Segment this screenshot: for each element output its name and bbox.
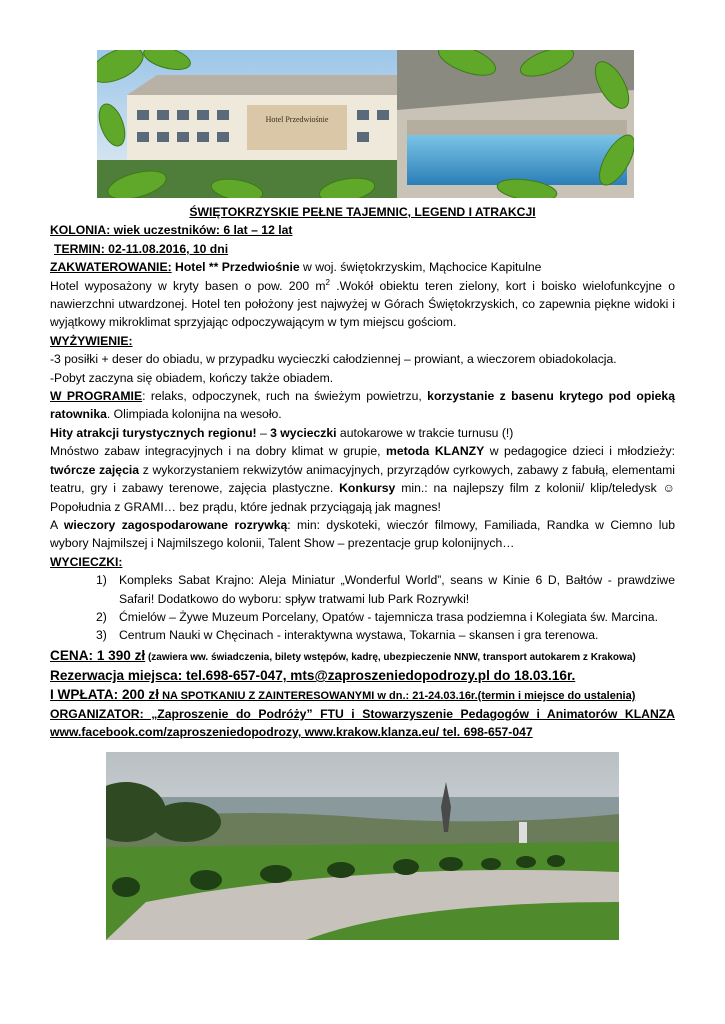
wyzywienie-line-2: -Pobyt zaczyna się obiadem, kończy także obiadem.: [50, 370, 334, 385]
wyzywienie-heading: WYŻYWIENIE:: [50, 333, 133, 348]
list-item: 2) Ćmielów – Żywe Muzeum Porcelany, Opatów - tajemnicza trasa podziemna i Kolegiata św. Marcina.: [96, 609, 658, 624]
hotel-banner-image: [97, 50, 634, 198]
price-line: CENA: 1 390 zł (zawiera ww. świadczenia, bilety wstępów, kadrę, ubezpieczenie NNW, transport autokarem z Krakowa): [50, 647, 636, 663]
wyzywienie-line-1: -3 posiłki + deser do obiadu, w przypadku wycieczki całodziennej – prowiant, a wieczorem obiadokolacja.: [50, 352, 617, 367]
document-body: [50, 203, 675, 742]
organizer-links[interactable]: www.facebook.com/zaproszeniedopodrozy, www.krakow.klanza.eu/ tel. 698-657-047: [50, 725, 533, 740]
hotel-sign: Hotel Przedwiośnie: [265, 115, 329, 124]
list-item: 1) Kompleks Sabat Krajno: Aleja Miniatur „Wonderful World”, seans w Kinie 6 D, Bałtów - prawdziwe Safari! Dodatkowo do wyboru: spływ tratwami lub Park Rozrywki!: [96, 573, 675, 606]
zabawy-paragraph: Mnóstwo zabaw integracyjnych i na dobry klimat w grupie, metoda KLANZY w pedagogice dzieci i młodzieży: twórcze zajęcia z wykorzystaniem rekwizytów animacyjnych, przyrządów cyrkowych, zabawy z fabułą, elementami teatru, gry i zabawy terenowe, zajęcia plastyczne. Konkursy min.: na najlepszy film z kolonii/ klip/teledysk ☺ Popołudnia z GRAMI… bez prądu, które jednak przyciągają jak magnes!: [50, 444, 676, 514]
reservation-line: Rezerwacja miejsca: tel.698-657-047, mts@zaproszeniedopodrozy.pl do 18.03.16r.: [50, 668, 576, 684]
wycieczki-list: [50, 571, 675, 645]
wieczory-paragraph: A wieczory zagospodarowane rozrywką: min: dyskoteki, wieczór filmowy, Familiada, Randka w Ciemno lub wybory Najmilszej i Najmilszego kolonii, Talent Show – prezentacje grup kolonijnych…: [50, 517, 675, 551]
list-item: 3) Centrum Nauki w Chęcinach - interaktywna wystawa, Tokarnia – skansen i gra terenowa.: [96, 628, 599, 643]
organizer-line: ORGANIZATOR: „Zaproszenie do Podróży” FTU i Stowarzyszenie Pedagogów i Animatorów KLANZA: [50, 706, 675, 721]
park-photo: [106, 752, 619, 940]
termin-line: TERMIN: 02-11.08.2016, 10 dni: [54, 241, 229, 256]
zakwaterowanie-heading: ZAKWATEROWANIE: Hotel ** Przedwiośnie w woj. świętokrzyskim, Mąchocice Kapitulne: [50, 260, 542, 275]
payment-line: I WPŁATA: 200 zł NA SPOTKANIU Z ZAINTERESOWANYMI w dn.: 21-24.03.16r.(termin i miejsce do ustalenia): [50, 686, 636, 702]
hity-paragraph: Hity atrakcji turystycznych regionu! – 3 wycieczki autokarowe w trakcie turnusu (!): [50, 425, 514, 440]
kolonia-line: KOLONIA: wiek uczestników: 6 lat – 12 lat: [50, 223, 293, 238]
hotel-description: Hotel wyposażony w kryty basen o pow. 200 $m^2$ .Wokół obiektu teren zielony, kort i boisko wielofunkcyjne o nawierzchni utwardzonej. Hotel ten położony jest najwyżej w Górach Świętokrzyskich, co zapewnia piękne widoki i wyjątkowy mikroklimat sprzyjając odpoczywającym w tym miejscu gościom.: [50, 277, 675, 330]
program-paragraph: W PROGRAMIE: relaks, odpoczynek, ruch na świeżym powietrzu, korzystanie z basenu krytego pod opieką ratownika. Olimpiada kolonijna na wesoło.: [50, 389, 675, 422]
wycieczki-heading: WYCIECZKI:: [50, 554, 123, 569]
page-title: ŚWIĘTOKRZYSKIE PEŁNE TAJEMNIC, LEGEND I ATRAKCJI: [189, 205, 536, 219]
